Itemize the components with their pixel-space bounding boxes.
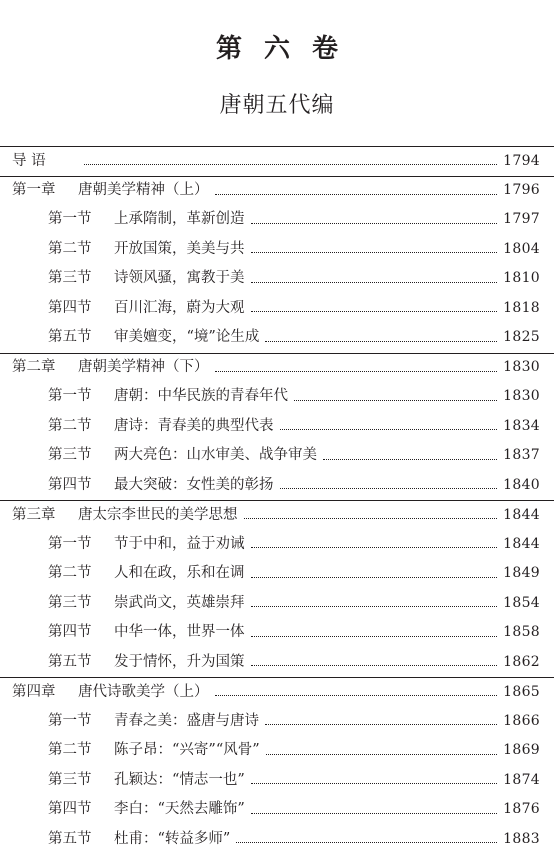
toc-label: [12, 678, 209, 708]
toc-page-number: 1837: [503, 447, 540, 463]
toc-label: [48, 294, 245, 324]
toc-section-row[interactable]: [0, 766, 554, 796]
toc-title: 中华一体，世界一体: [114, 624, 245, 640]
toc-section-row[interactable]: [0, 707, 554, 737]
toc-chapter-row[interactable]: [0, 500, 554, 530]
toc-title: 唐太宗李世民的美学思想: [78, 506, 238, 523]
toc-section-row[interactable]: [0, 795, 554, 825]
toc-label: [48, 707, 259, 737]
toc-label: [48, 825, 230, 855]
toc-label: [48, 618, 245, 648]
toc-title: 最大突破：女性美的彰扬: [114, 476, 274, 493]
toc-page-number: 1840: [503, 476, 540, 493]
toc-number: 第三节: [48, 771, 92, 788]
toc-chapter-row[interactable]: [0, 176, 554, 206]
toc-title: 审美嬗变，“境”论生成: [114, 329, 260, 345]
dot-leader: [215, 370, 498, 372]
toc-title: 唐朝：中华民族的青春年代: [114, 388, 288, 404]
toc-number: 第三节: [48, 594, 92, 611]
toc-page-number: 1830: [503, 388, 540, 404]
toc-number: 第一节: [48, 211, 92, 227]
volume-title: 第六卷: [215, 34, 360, 64]
toc-number: 第二节: [48, 417, 92, 434]
toc-page-number: 1844: [503, 535, 540, 552]
toc-title: 诗领风骚，寓教于美: [114, 270, 245, 286]
toc-label: [48, 648, 245, 678]
toc-section-row[interactable]: [0, 648, 554, 678]
toc-title: 发于情怀，升为国策: [114, 653, 245, 670]
toc-page-number: 1854: [503, 594, 540, 611]
toc-page-number: 1874: [503, 771, 540, 788]
toc-section-row[interactable]: [0, 264, 554, 294]
toc-section-row[interactable]: [0, 825, 554, 855]
toc-number: 导 语: [12, 152, 46, 169]
toc-page-number: 1866: [503, 712, 540, 729]
toc-label: [48, 559, 245, 589]
toc-page-number: 1869: [503, 742, 540, 758]
toc-label: [48, 205, 245, 235]
toc-title: 李白：“天然去雕饰”: [114, 801, 245, 817]
dot-leader: [323, 458, 497, 460]
dot-leader: [265, 723, 497, 725]
toc-page-number: 1810: [503, 270, 540, 286]
toc-title: 唐朝美学精神（下）: [78, 359, 209, 375]
toc-number: 第四节: [48, 476, 92, 493]
toc-page-number: 1849: [503, 565, 540, 581]
toc-number: 第一章: [12, 182, 56, 198]
toc-section-row[interactable]: [0, 736, 554, 766]
toc-label: [48, 382, 288, 412]
toc-chapter-row[interactable]: [0, 146, 554, 176]
toc-section-row[interactable]: [0, 471, 554, 501]
toc-label: [12, 176, 209, 206]
toc-label: [48, 323, 259, 353]
toc-section-row[interactable]: [0, 294, 554, 324]
toc-number: 第三节: [48, 270, 92, 286]
dot-leader: [280, 428, 498, 430]
toc-label: [48, 736, 260, 766]
dot-leader: [215, 694, 498, 696]
toc-title: 孔颖达：“情志一也”: [114, 771, 245, 788]
toc-title: 唐朝美学精神（上）: [78, 182, 209, 198]
toc-page-number: 1825: [503, 329, 540, 345]
toc-section-row[interactable]: [0, 530, 554, 560]
toc-title: 人和在政，乐和在调: [114, 565, 245, 581]
dot-leader: [215, 193, 498, 195]
toc-title: 唐代诗歌美学（上）: [78, 683, 209, 700]
toc-number: 第二节: [48, 565, 92, 581]
toc-number: 第四节: [48, 624, 92, 640]
toc-label: [12, 501, 238, 531]
toc-title: 两大亮色：山水审美、战争审美: [114, 447, 317, 463]
dot-leader: [251, 310, 498, 312]
toc-number: 第五节: [48, 830, 92, 847]
toc-page-number: 1834: [503, 417, 540, 434]
toc-page-number: 1862: [503, 653, 540, 670]
toc-section-row[interactable]: [0, 441, 554, 471]
toc-section-row[interactable]: [0, 235, 554, 265]
toc-section-row[interactable]: [0, 412, 554, 442]
toc-page-number: 1858: [503, 624, 540, 640]
dot-leader: [280, 487, 498, 489]
dot-leader: [251, 576, 498, 578]
toc-page-number: 1818: [503, 299, 540, 316]
table-of-contents: [0, 146, 554, 854]
toc-label: [48, 441, 317, 471]
toc-number: 第三节: [48, 447, 92, 463]
toc-label: [48, 530, 245, 560]
dot-leader: [251, 605, 498, 607]
toc-chapter-row[interactable]: [0, 353, 554, 383]
toc-section-row[interactable]: [0, 559, 554, 589]
toc-page-number: 1844: [503, 506, 540, 523]
toc-label: [12, 353, 209, 383]
dot-leader: [251, 782, 497, 784]
toc-number: 第一节: [48, 535, 92, 552]
toc-label: [48, 412, 274, 442]
toc-section-row[interactable]: [0, 205, 554, 235]
toc-number: 第四节: [48, 801, 92, 817]
toc-number: 第五节: [48, 653, 92, 670]
toc-title: 陈子昂：“兴寄”“风骨”: [114, 742, 260, 758]
dot-leader: [251, 664, 498, 666]
dot-leader: [251, 251, 498, 253]
toc-label: [48, 471, 274, 501]
toc-number: 第一节: [48, 388, 92, 404]
toc-page-number: 1830: [503, 359, 540, 375]
dot-leader: [265, 340, 497, 342]
toc-title: 节于中和，益于劝诫: [114, 535, 245, 552]
toc-title: 百川汇海，蔚为大观: [114, 299, 245, 316]
toc-label: [48, 264, 245, 294]
toc-label: [48, 766, 245, 796]
toc-label: [48, 795, 245, 825]
dot-leader: [251, 635, 498, 637]
toc-page-number: 1797: [503, 211, 540, 227]
dot-leader: [236, 841, 497, 843]
toc-number: 第三章: [12, 506, 56, 523]
toc-label: [48, 235, 245, 265]
toc-label: [12, 147, 78, 177]
toc-number: 第二节: [48, 240, 92, 257]
toc-chapter-row[interactable]: [0, 677, 554, 707]
toc-number: 第一节: [48, 712, 92, 729]
toc-number: 第二章: [12, 359, 56, 375]
dot-leader: [251, 281, 498, 283]
dot-leader: [251, 546, 498, 548]
toc-number: 第二节: [48, 742, 92, 758]
toc-number: 第四章: [12, 683, 56, 700]
toc-number: 第五节: [48, 329, 92, 345]
toc-title: 唐诗：青春美的典型代表: [114, 417, 274, 434]
toc-page-number: 1883: [503, 830, 540, 847]
toc-number: 第四节: [48, 299, 92, 316]
dot-leader: [84, 163, 497, 165]
toc-title: 青春之美：盛唐与唐诗: [114, 712, 259, 729]
toc-section-row[interactable]: [0, 382, 554, 412]
toc-label: [48, 589, 245, 619]
toc-section-row[interactable]: [0, 589, 554, 619]
toc-title: 崇武尚文，英雄崇拜: [114, 594, 245, 611]
toc-title: 开放国策，美美与共: [114, 240, 245, 257]
dot-leader: [294, 399, 497, 401]
toc-page-number: 1794: [503, 152, 540, 169]
toc-section-row[interactable]: [0, 323, 554, 353]
toc-title: 上承隋制，革新创造: [114, 211, 245, 227]
toc-title: 杜甫：“转益多师”: [114, 830, 231, 847]
toc-page-number: 1804: [503, 240, 540, 257]
section-title: 唐朝五代编: [219, 93, 335, 118]
toc-section-row[interactable]: [0, 618, 554, 648]
toc-page-number: 1865: [503, 683, 540, 700]
dot-leader: [251, 812, 497, 814]
dot-leader: [251, 222, 498, 224]
dot-leader: [266, 753, 498, 755]
dot-leader: [244, 517, 498, 519]
toc-page-number: 1796: [503, 182, 540, 198]
toc-page-number: 1876: [503, 801, 540, 817]
